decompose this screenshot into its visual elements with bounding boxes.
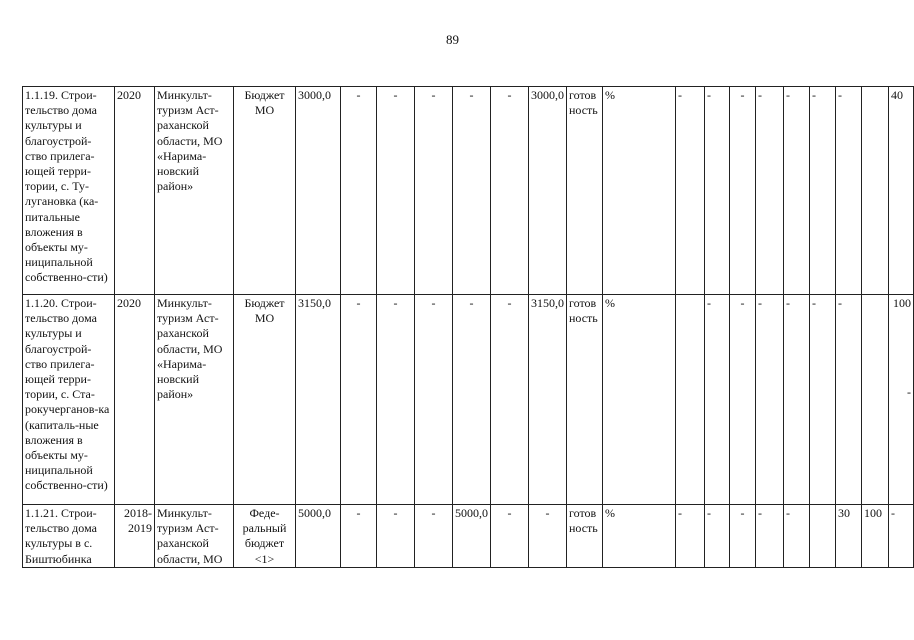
indicator-value-cell [810, 505, 836, 568]
indicator-value-cell: - [730, 505, 756, 568]
indicator-value-cell: - [705, 505, 730, 568]
indicator-value-cell: - [705, 295, 730, 505]
indicator-value-text: 100 [893, 296, 911, 310]
indicator-cell: готовность [567, 505, 603, 568]
year-amount-cell: - [341, 295, 377, 505]
indicator-value-cell: - [730, 295, 756, 505]
indicator-value-cell: - [889, 505, 914, 568]
year-cell: 2020 [115, 295, 155, 505]
indicator-value-cell: - [810, 295, 836, 505]
year-amount-cell: - [491, 505, 529, 568]
year-amount-cell: - [341, 505, 377, 568]
total-amount-cell: 3000,0 [296, 87, 341, 295]
table-row [23, 295, 914, 505]
indicator-value-cell: - [676, 87, 705, 295]
indicator-value-cell: 40 [889, 87, 914, 295]
indicator-value-cell [676, 295, 705, 505]
indicator-value-text: - [907, 385, 911, 400]
indicator-value-cell: - [784, 505, 810, 568]
indicator-value-cell: - [756, 505, 784, 568]
indicator-cell: готовность [567, 295, 603, 505]
indicator-value-cell: 30 [836, 505, 862, 568]
funding-source-cell: Бюджет МО [234, 87, 296, 295]
year-amount-cell: - [529, 505, 567, 568]
year-amount-cell: - [453, 295, 491, 505]
table-row [23, 505, 914, 568]
unit-cell: % [603, 295, 676, 505]
year-amount-cell: 5000,0 [453, 505, 491, 568]
executor-cell: Минкульт-туризм Аст-раханской области, МО [155, 505, 234, 568]
total-amount-cell: 5000,0 [296, 505, 341, 568]
total-amount-cell: 3150,0 [296, 295, 341, 505]
year-cell: 2020 [115, 87, 155, 295]
activity-name-cell: 1.1.20. Строи-тельство дома культуры и благоустрой-ство прилега-ющей терри-тории, с. Ста-рокучерганов-ка (капиталь-ные вложения в объекты му-ниципальной собственно-сти) [23, 295, 115, 505]
indicator-cell: готовность [567, 87, 603, 295]
funding-source-cell: Бюджет МО [234, 295, 296, 505]
indicator-value-cell: 100 [862, 505, 889, 568]
year-amount-cell: - [415, 295, 453, 505]
unit-cell: % [603, 505, 676, 568]
indicator-value-cell [862, 295, 889, 505]
year-amount-cell: - [453, 87, 491, 295]
activity-name-cell: 1.1.19. Строи-тельство дома культуры и благоустрой-ство прилега-ющей терри-тории, с. Ту-лугановка (ка-питальные вложения в объекты му-ниципальной собственно-сти) [23, 87, 115, 295]
year-amount-cell: - [491, 295, 529, 505]
year-amount-cell: - [491, 87, 529, 295]
indicator-value-cell [889, 295, 914, 505]
year-cell: 2018-2019 [115, 505, 155, 568]
year-amount-cell: - [415, 505, 453, 568]
executor-cell: Минкульт-туризм Аст-раханской области, МО «Нарима-новский район» [155, 87, 234, 295]
activity-name-cell: 1.1.21. Строи-тельство дома культуры в с. Биштюбинка [23, 505, 115, 568]
table-row [23, 87, 914, 295]
funding-source-cell: Феде-ральный бюджет <1> [234, 505, 296, 568]
year-amount-cell: 3150,0 [529, 295, 567, 505]
indicator-value-cell: - [784, 87, 810, 295]
indicator-value-cell: - [756, 87, 784, 295]
indicator-value-cell: - [730, 87, 756, 295]
year-amount-cell: - [341, 87, 377, 295]
indicator-value-cell: - [836, 87, 862, 295]
indicator-value-cell: - [810, 87, 836, 295]
indicator-value-cell: - [784, 295, 810, 505]
indicator-value-cell: - [836, 295, 862, 505]
unit-cell: % [603, 87, 676, 295]
indicator-value-cell [862, 87, 889, 295]
year-amount-cell: - [377, 295, 415, 505]
indicator-value-cell: - [705, 87, 730, 295]
year-amount-cell: - [377, 505, 415, 568]
year-amount-cell: - [377, 87, 415, 295]
indicator-value-cell: - [756, 295, 784, 505]
page-number: 89 [446, 32, 459, 47]
budget-table [22, 86, 914, 568]
executor-cell: Минкульт-туризм Аст-раханской области, МО «Нарима-новский район» [155, 295, 234, 505]
year-amount-cell: - [415, 87, 453, 295]
indicator-value-cell: - [676, 505, 705, 568]
year-amount-cell: 3000,0 [529, 87, 567, 295]
